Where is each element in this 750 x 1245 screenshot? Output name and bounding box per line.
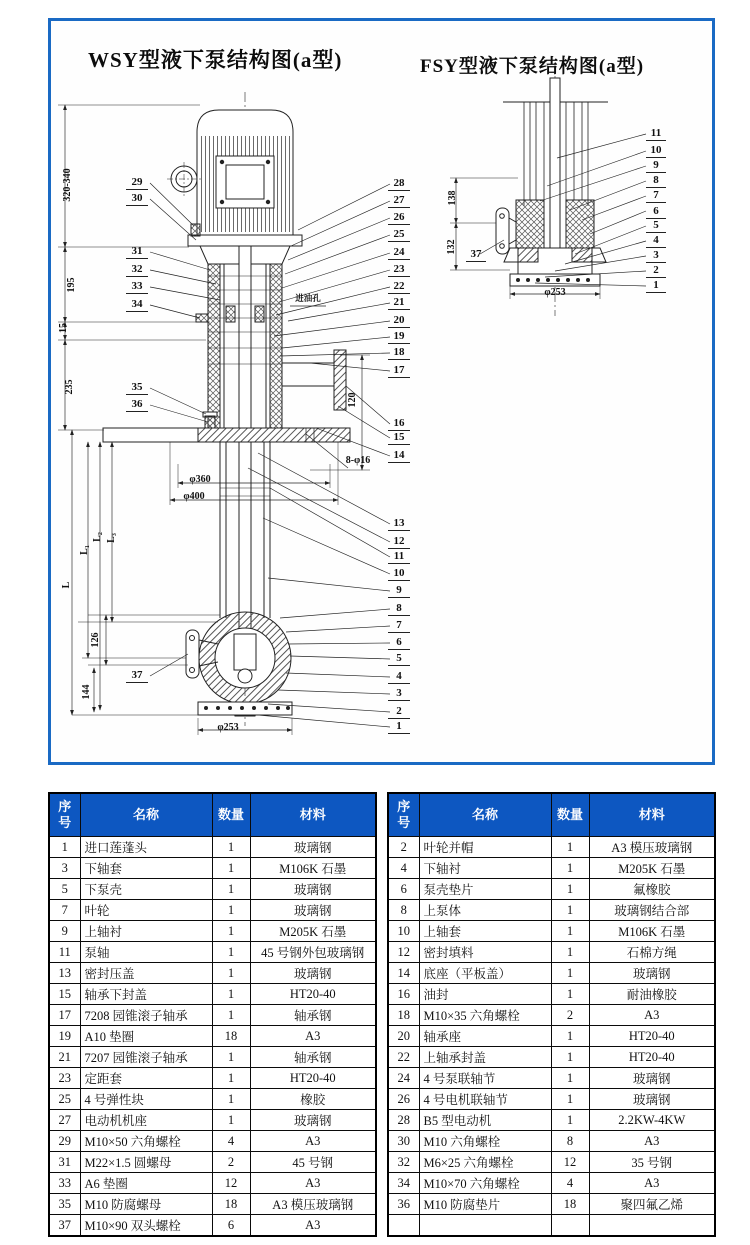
table-cell: 33: [49, 1173, 80, 1194]
callout-label: 8: [646, 174, 666, 188]
table-cell: 1: [551, 1089, 589, 1110]
table-row: [49, 900, 376, 921]
table-row: [388, 921, 715, 942]
table-cell: 1: [551, 942, 589, 963]
table-cell: A10 垫圈: [80, 1026, 212, 1047]
callout-label: 37: [466, 248, 486, 262]
table-cell: 1: [212, 942, 250, 963]
table-cell: 7208 园锥滚子轴承: [80, 1005, 212, 1026]
table-row: [388, 1131, 715, 1152]
callout-label: 32: [126, 263, 148, 277]
table-cell: 轴承座: [419, 1026, 551, 1047]
table-cell: 密封压盖: [80, 963, 212, 984]
callout-label: 6: [388, 636, 410, 650]
table-cell: M10×35 六角螺栓: [419, 1005, 551, 1026]
table-cell: 8: [388, 900, 419, 921]
table-cell: M106K 石墨: [250, 858, 376, 879]
callout-label: 3: [646, 249, 666, 263]
dim-label: L: [61, 581, 72, 589]
table-row: [388, 837, 715, 858]
dim-label: φ360: [189, 474, 211, 485]
table-row: [49, 1215, 376, 1237]
table-cell: 24: [388, 1068, 419, 1089]
callout-label: 11: [646, 127, 666, 141]
table-cell: 1: [212, 1005, 250, 1026]
callout-label: 9: [646, 159, 666, 173]
table-cell: 6: [388, 879, 419, 900]
table-row: [49, 1026, 376, 1047]
table-cell: HT20-40: [250, 1068, 376, 1089]
table-cell: 1: [212, 900, 250, 921]
table-row: [49, 1173, 376, 1194]
table-cell: 12: [551, 1152, 589, 1173]
table-cell: 上轴承封盖: [419, 1047, 551, 1068]
table-cell: 18: [212, 1026, 250, 1047]
table-cell: 4: [388, 858, 419, 879]
table-cell: 25: [49, 1089, 80, 1110]
callout-label: 9: [388, 584, 410, 598]
callout-label: 34: [126, 298, 148, 312]
table-cell: 轴承钢: [250, 1005, 376, 1026]
table-cell: A3 模压玻璃钢: [250, 1194, 376, 1215]
table-cell: 22: [388, 1047, 419, 1068]
table-cell: A3 模压玻璃钢: [589, 837, 715, 858]
callout-label: 6: [646, 205, 666, 219]
callout-label: 20: [388, 314, 410, 328]
table-cell: 27: [49, 1110, 80, 1131]
callout-label: 16: [388, 417, 410, 431]
fsy-diagram-title: FSY型液下泵结构图(a型): [420, 56, 645, 77]
table-cell: 1: [212, 1110, 250, 1131]
dim-label: φ253: [544, 287, 566, 298]
table-cell: A6 垫圈: [80, 1173, 212, 1194]
table-cell: 2.2KW-4KW: [589, 1110, 715, 1131]
table-cell: 泵壳垫片: [419, 879, 551, 900]
table-cell: 45 号钢: [250, 1152, 376, 1173]
table-cell: 45 号钢外包玻璃钢: [250, 942, 376, 963]
wsy-diagram-title: WSY型液下泵结构图(a型): [88, 48, 343, 72]
callout-label: 1: [388, 720, 410, 734]
callout-label: 5: [646, 219, 666, 233]
table-cell: 1: [551, 984, 589, 1005]
dim-label: 144: [81, 684, 92, 700]
callout-label: 24: [388, 246, 410, 260]
table-cell: 玻璃钢: [589, 1089, 715, 1110]
table-cell: M10×70 六角螺栓: [419, 1173, 551, 1194]
table-cell: 36: [388, 1194, 419, 1215]
table-cell: 18: [388, 1005, 419, 1026]
table-row: [49, 921, 376, 942]
table-cell: 12: [212, 1173, 250, 1194]
table-cell: 19: [49, 1026, 80, 1047]
table-cell: 26: [388, 1089, 419, 1110]
table-row: [49, 1131, 376, 1152]
table-cell: 7207 园锥滚子轴承: [80, 1047, 212, 1068]
callout-label: 7: [646, 189, 666, 203]
table-row: [388, 984, 715, 1005]
table-cell: 28: [388, 1110, 419, 1131]
table-cell: 4: [551, 1173, 589, 1194]
table-cell: 35 号钢: [589, 1152, 715, 1173]
table-cell: 油封: [419, 984, 551, 1005]
table-cell: 5: [49, 879, 80, 900]
table-cell: 泵轴: [80, 942, 212, 963]
table-cell: 1: [212, 858, 250, 879]
table-cell: 17: [49, 1005, 80, 1026]
table-cell: 12: [388, 942, 419, 963]
table-cell: HT20-40: [250, 984, 376, 1005]
table-cell: 橡胶: [250, 1089, 376, 1110]
wsy-base-plate: [103, 412, 350, 442]
callout-label: 21: [388, 296, 410, 310]
table-cell: 耐油橡胶: [589, 984, 715, 1005]
table-cell: 玻璃钢: [250, 963, 376, 984]
table-cell: 密封填料: [419, 942, 551, 963]
callout-label: 13: [388, 517, 410, 531]
table-cell: 1: [212, 921, 250, 942]
callout-label: 27: [388, 194, 410, 208]
table-cell: 18: [551, 1194, 589, 1215]
dim-label: 120: [347, 392, 358, 408]
table-cell: 石棉方绳: [589, 942, 715, 963]
column-header-material: 材料: [589, 793, 715, 837]
table-cell: 1: [212, 984, 250, 1005]
table-row: [49, 942, 376, 963]
callout-label: 10: [646, 144, 666, 158]
table-cell: 1: [551, 1068, 589, 1089]
dim-label: L₂: [92, 532, 103, 542]
callout-label: 37: [126, 669, 148, 683]
table-cell: 9: [49, 921, 80, 942]
table-cell: M10 防腐螺母: [80, 1194, 212, 1215]
table-cell: M6×25 六角螺栓: [419, 1152, 551, 1173]
bolt-holes-label: 8-φ16: [345, 455, 371, 466]
callout-label: 15: [388, 431, 410, 445]
table-row: [49, 1068, 376, 1089]
callout-label: 17: [388, 364, 410, 378]
parts-table-right: [387, 792, 716, 1237]
table-cell: 进口莲蓬头: [80, 837, 212, 858]
callout-label: 12: [388, 535, 410, 549]
table-cell: 1: [212, 1089, 250, 1110]
table-cell: 1: [551, 1047, 589, 1068]
table-cell: [388, 1215, 419, 1237]
callout-label: 35: [126, 381, 148, 395]
table-row: [388, 1215, 715, 1237]
table-row: [49, 858, 376, 879]
table-cell: 34: [388, 1173, 419, 1194]
table-cell: 下轴衬: [419, 858, 551, 879]
callout-label: 2: [388, 705, 410, 719]
column-header-qty: 数量: [212, 793, 250, 837]
table-cell: 聚四氟乙烯: [589, 1194, 715, 1215]
wsy-pump-casing: [186, 612, 292, 716]
table-cell: [551, 1215, 589, 1237]
oil-hole-label: 进油孔: [295, 293, 321, 303]
table-cell: A3: [589, 1005, 715, 1026]
table-cell: 1: [212, 963, 250, 984]
table-cell: 轴承钢: [250, 1047, 376, 1068]
table-cell: 15: [49, 984, 80, 1005]
table-cell: 35: [49, 1194, 80, 1215]
column-header-no: 序号: [388, 793, 419, 837]
dim-label: 126: [90, 632, 101, 648]
table-cell: 下轴套: [80, 858, 212, 879]
table-cell: 10: [388, 921, 419, 942]
table-row: [388, 1089, 715, 1110]
table-cell: 2: [551, 1005, 589, 1026]
table-cell: HT20-40: [589, 1047, 715, 1068]
callout-label: 36: [126, 398, 148, 412]
table-cell: 上泵体: [419, 900, 551, 921]
table-cell: A3: [250, 1215, 376, 1237]
callout-label: 11: [388, 550, 410, 564]
table-row: [49, 1152, 376, 1173]
table-cell: 2: [388, 837, 419, 858]
table-cell: 电动机机座: [80, 1110, 212, 1131]
table-cell: 3: [49, 858, 80, 879]
table-cell: M205K 石墨: [250, 921, 376, 942]
table-row: [388, 1026, 715, 1047]
table-cell: 1: [551, 921, 589, 942]
table-cell: 氟橡胶: [589, 879, 715, 900]
table-cell: M205K 石墨: [589, 858, 715, 879]
table-row: [49, 1047, 376, 1068]
callout-label: 33: [126, 280, 148, 294]
table-cell: 16: [388, 984, 419, 1005]
callout-label: 7: [388, 619, 410, 633]
column-header-name: 名称: [80, 793, 212, 837]
table-row: [49, 1005, 376, 1026]
table-row: [388, 1068, 715, 1089]
table-cell: 玻璃钢结合部: [589, 900, 715, 921]
parts-tables: [48, 792, 716, 1237]
callout-label: 29: [126, 176, 148, 190]
callout-label: 8: [388, 602, 410, 616]
table-cell: M22×1.5 圆螺母: [80, 1152, 212, 1173]
parts-table-left: [48, 792, 377, 1237]
dim-label: 320-340: [62, 168, 73, 202]
table-row: [49, 1089, 376, 1110]
dim-label: 195: [66, 277, 77, 293]
table-cell: 1: [551, 900, 589, 921]
table-cell: 1: [551, 837, 589, 858]
table-cell: 1: [551, 879, 589, 900]
table-row: [49, 1110, 376, 1131]
table-cell: 玻璃钢: [250, 1110, 376, 1131]
table-cell: 玻璃钢: [250, 837, 376, 858]
column-header-qty: 数量: [551, 793, 589, 837]
callout-label: 10: [388, 567, 410, 581]
table-cell: [419, 1215, 551, 1237]
dim-label: φ253: [217, 722, 239, 733]
table-row: [388, 858, 715, 879]
table-cell: 1: [212, 1047, 250, 1068]
table-cell: M10 防腐垫片: [419, 1194, 551, 1215]
table-cell: A3: [250, 1173, 376, 1194]
table-cell: 6: [212, 1215, 250, 1237]
table-row: [388, 942, 715, 963]
callout-label: 19: [388, 330, 410, 344]
table-cell: M10×90 双头螺栓: [80, 1215, 212, 1237]
dim-label: L₃: [106, 533, 117, 543]
table-row: [388, 1110, 715, 1131]
callout-label: 23: [388, 263, 410, 277]
table-cell: 13: [49, 963, 80, 984]
callout-label: 18: [388, 346, 410, 360]
table-cell: M10 六角螺栓: [419, 1131, 551, 1152]
table-cell: 1: [551, 858, 589, 879]
table-cell: 4 号泵联轴节: [419, 1068, 551, 1089]
table-cell: 11: [49, 942, 80, 963]
table-cell: 1: [49, 837, 80, 858]
dim-label: φ400: [183, 491, 205, 502]
callout-label: 25: [388, 228, 410, 242]
table-row: [388, 1194, 715, 1215]
table-cell: 上轴衬: [80, 921, 212, 942]
table-cell: 23: [49, 1068, 80, 1089]
wsy-discharge-flange: [282, 350, 346, 410]
table-cell: 37: [49, 1215, 80, 1237]
table-cell: M106K 石墨: [589, 921, 715, 942]
table-cell: A3: [250, 1131, 376, 1152]
dim-label: L₁: [79, 545, 90, 555]
table-row: [49, 1194, 376, 1215]
callout-label: 4: [646, 234, 666, 248]
table-row: [388, 1047, 715, 1068]
table-cell: 2: [212, 1152, 250, 1173]
table-row: [388, 879, 715, 900]
table-cell: 7: [49, 900, 80, 921]
table-cell: 1: [551, 1110, 589, 1131]
callout-label: 1: [646, 279, 666, 293]
dim-label: 15: [58, 323, 69, 333]
table-cell: 20: [388, 1026, 419, 1047]
table-cell: 29: [49, 1131, 80, 1152]
table-cell: 1: [551, 963, 589, 984]
callout-label: 4: [388, 670, 410, 684]
table-cell: 14: [388, 963, 419, 984]
dim-label: 235: [64, 379, 75, 395]
table-cell: 21: [49, 1047, 80, 1068]
table-row: [388, 900, 715, 921]
table-cell: 32: [388, 1152, 419, 1173]
table-cell: B5 型电动机: [419, 1110, 551, 1131]
table-cell: 上轴套: [419, 921, 551, 942]
fsy-drawing: [496, 78, 608, 286]
table-row: [49, 963, 376, 984]
table-cell: 底座（平板盖）: [419, 963, 551, 984]
table-cell: 轴承下封盖: [80, 984, 212, 1005]
callout-label: 22: [388, 280, 410, 294]
table-cell: 30: [388, 1131, 419, 1152]
callout-label: 31: [126, 245, 148, 259]
table-cell: 叶轮并帽: [419, 837, 551, 858]
callout-label: 14: [388, 449, 410, 463]
table-cell: 下泵壳: [80, 879, 212, 900]
table-row: [388, 963, 715, 984]
table-cell: A3: [589, 1131, 715, 1152]
table-cell: 4: [212, 1131, 250, 1152]
callout-label: 28: [388, 177, 410, 191]
table-cell: 定距套: [80, 1068, 212, 1089]
callout-label: 5: [388, 652, 410, 666]
wsy-motor: [167, 110, 302, 264]
table-cell: A3: [250, 1026, 376, 1047]
table-row: [388, 1173, 715, 1194]
table-cell: HT20-40: [589, 1026, 715, 1047]
table-row: [49, 984, 376, 1005]
dim-label: 132: [446, 239, 457, 255]
table-cell: 玻璃钢: [250, 879, 376, 900]
table-cell: 1: [551, 1026, 589, 1047]
column-header-material: 材料: [250, 793, 376, 837]
callout-label: 26: [388, 211, 410, 225]
callout-label: 2: [646, 264, 666, 278]
table-cell: 4 号电机联轴节: [419, 1089, 551, 1110]
table-cell: M10×50 六角螺栓: [80, 1131, 212, 1152]
table-cell: 1: [212, 837, 250, 858]
table-cell: 叶轮: [80, 900, 212, 921]
table-cell: 1: [212, 879, 250, 900]
table-row: [49, 837, 376, 858]
table-cell: 1: [212, 1068, 250, 1089]
table-cell: [589, 1215, 715, 1237]
table-cell: 18: [212, 1194, 250, 1215]
table-cell: A3: [589, 1173, 715, 1194]
table-cell: 31: [49, 1152, 80, 1173]
callout-label: 3: [388, 687, 410, 701]
table-row: [388, 1005, 715, 1026]
column-header-name: 名称: [419, 793, 551, 837]
table-cell: 玻璃钢: [589, 1068, 715, 1089]
table-row: [49, 879, 376, 900]
table-cell: 玻璃钢: [250, 900, 376, 921]
table-cell: 玻璃钢: [589, 963, 715, 984]
table-cell: 8: [551, 1131, 589, 1152]
dim-label: 138: [447, 190, 458, 206]
column-header-no: 序号: [49, 793, 80, 837]
table-cell: 4 号弹性块: [80, 1089, 212, 1110]
table-row: [388, 1152, 715, 1173]
callout-label: 30: [126, 192, 148, 206]
